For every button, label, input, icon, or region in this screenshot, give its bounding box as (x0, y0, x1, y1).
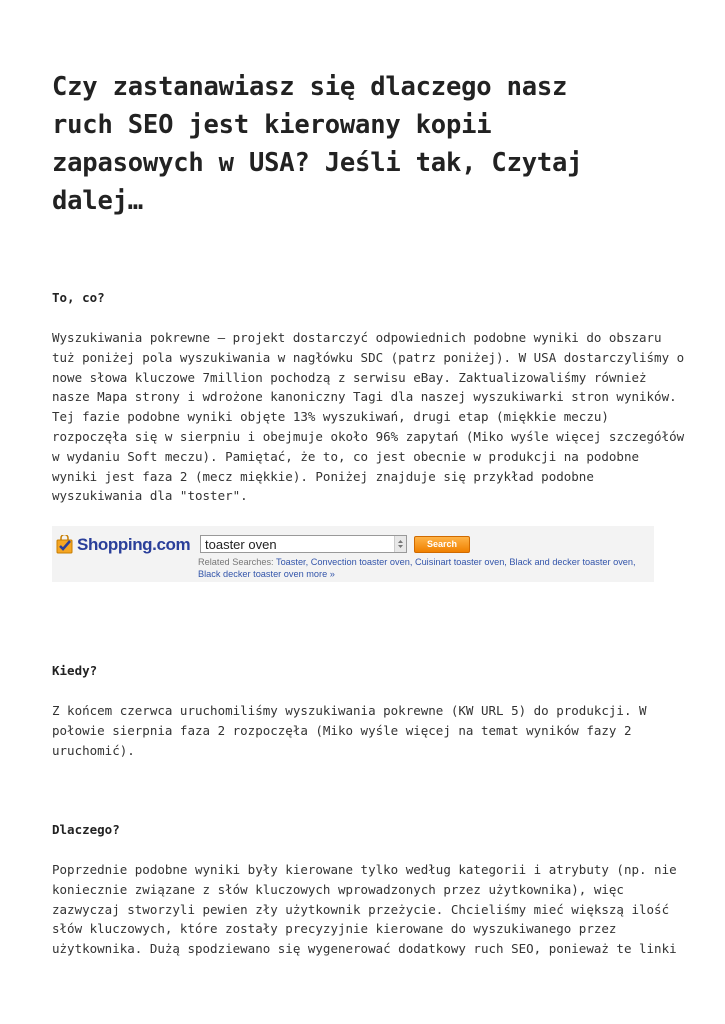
logo-text: Shopping.com (77, 535, 191, 554)
text-line: połowie sierpnia faza 2 rozpoczęła (Miko wyśle więcej na temat wyników fazy 2 (52, 722, 632, 738)
more-link[interactable]: more » (306, 568, 335, 579)
related-link[interactable]: Black decker toaster oven (198, 568, 304, 579)
text-line: tuż poniżej pola wyszukiwania w nagłówku SDC (patrz poniżej). W USA dostarczyliśmy o (52, 349, 685, 365)
text-line: rozpoczęła się w sierpniu i obejmuje około 96% zapytań (Miko wyśle więcej szczegółów (52, 428, 685, 444)
shopping-bag-icon (55, 535, 75, 555)
related-link[interactable]: Toaster, (275, 557, 309, 567)
text-line: Z końcem czerwca uruchomiliśmy wyszukiwania pokrewne (KW URL 5) do produkcji. W (52, 703, 647, 718)
related-link[interactable]: Black and decker toaster oven, (509, 557, 636, 567)
text-line: Tej fazie podobne wyniki objęte 13% wyszukiwań, drugi etap (miękkie meczu) (52, 409, 609, 425)
section-body-why (52, 860, 677, 959)
section-heading-why: Dlaczego? (52, 822, 120, 837)
text-line: nowe słowa kluczowe 7million pochodzą z serwisu eBay. Zaktualizowaliśmy również (52, 369, 647, 385)
related-label: Related Searches: (198, 557, 274, 567)
section-body-when (52, 701, 677, 760)
title-line: dalej… (52, 186, 143, 216)
text-line: słów kluczowych, które zostały precyzyjnie kierowane do wyszukiwanego przez (52, 921, 617, 937)
title-line: zapasowych w USA? Jeśli tak, Czytaj (52, 148, 583, 178)
search-button[interactable]: Search (414, 536, 470, 553)
text-line: w wydaniu Soft meczu). Pamiętać, że to, co jest obecnie w produkcji na podobne (52, 448, 639, 464)
article-title (52, 68, 652, 220)
shopping-logo[interactable] (55, 533, 190, 557)
related-link[interactable]: Cuisinart toaster oven, (414, 557, 507, 567)
text-line: zazwyczaj stworzyli pewien zły użytkownik przeżycie. Chcieliśmy mieć większą ilość (52, 901, 670, 917)
section-heading-when: Kiedy? (52, 663, 98, 678)
section-heading-what: To, co? (52, 290, 105, 305)
title-line: Czy zastanawiasz się dlaczego nasz (52, 72, 568, 102)
related-link[interactable]: Convection toaster oven, (310, 557, 413, 567)
text-line: użytkownika. Dużą spodziewano się wygenerować dodatkowy ruch SEO, ponieważ te linki (52, 941, 677, 957)
title-line: ruch SEO jest kierowany kopii (52, 110, 492, 140)
search-input[interactable]: toaster oven (205, 537, 277, 552)
text-line: Wyszukiwania pokrewne – projekt dostarczyć odpowiednich podobne wyniki do obszaru (52, 330, 662, 345)
section-body-what (52, 328, 685, 506)
text-line: uruchomić). (52, 742, 135, 758)
text-line: nasze Mapa strony i wdrożone kanoniczny Tagi dla naszej wyszukiwarki stron wyników. (52, 389, 677, 405)
text-line: koniecznie związane z słów kluczowych wprowadzonych przez użytkownika), więc (52, 881, 624, 897)
shopping-search-screenshot (52, 526, 654, 582)
text-line: wyszukiwania dla "toster". (52, 488, 248, 504)
related-searches (198, 557, 648, 580)
dropdown-arrow-icon[interactable] (394, 536, 406, 552)
text-line: wyniki jest faza 2 (mecz miękkie). Poniżej znajduje się przykład podobne (52, 468, 594, 484)
text-line: Poprzednie podobne wyniki były kierowane tylko według kategorii i atrybuty (np. nie (52, 862, 677, 877)
search-input-box[interactable] (200, 535, 407, 553)
